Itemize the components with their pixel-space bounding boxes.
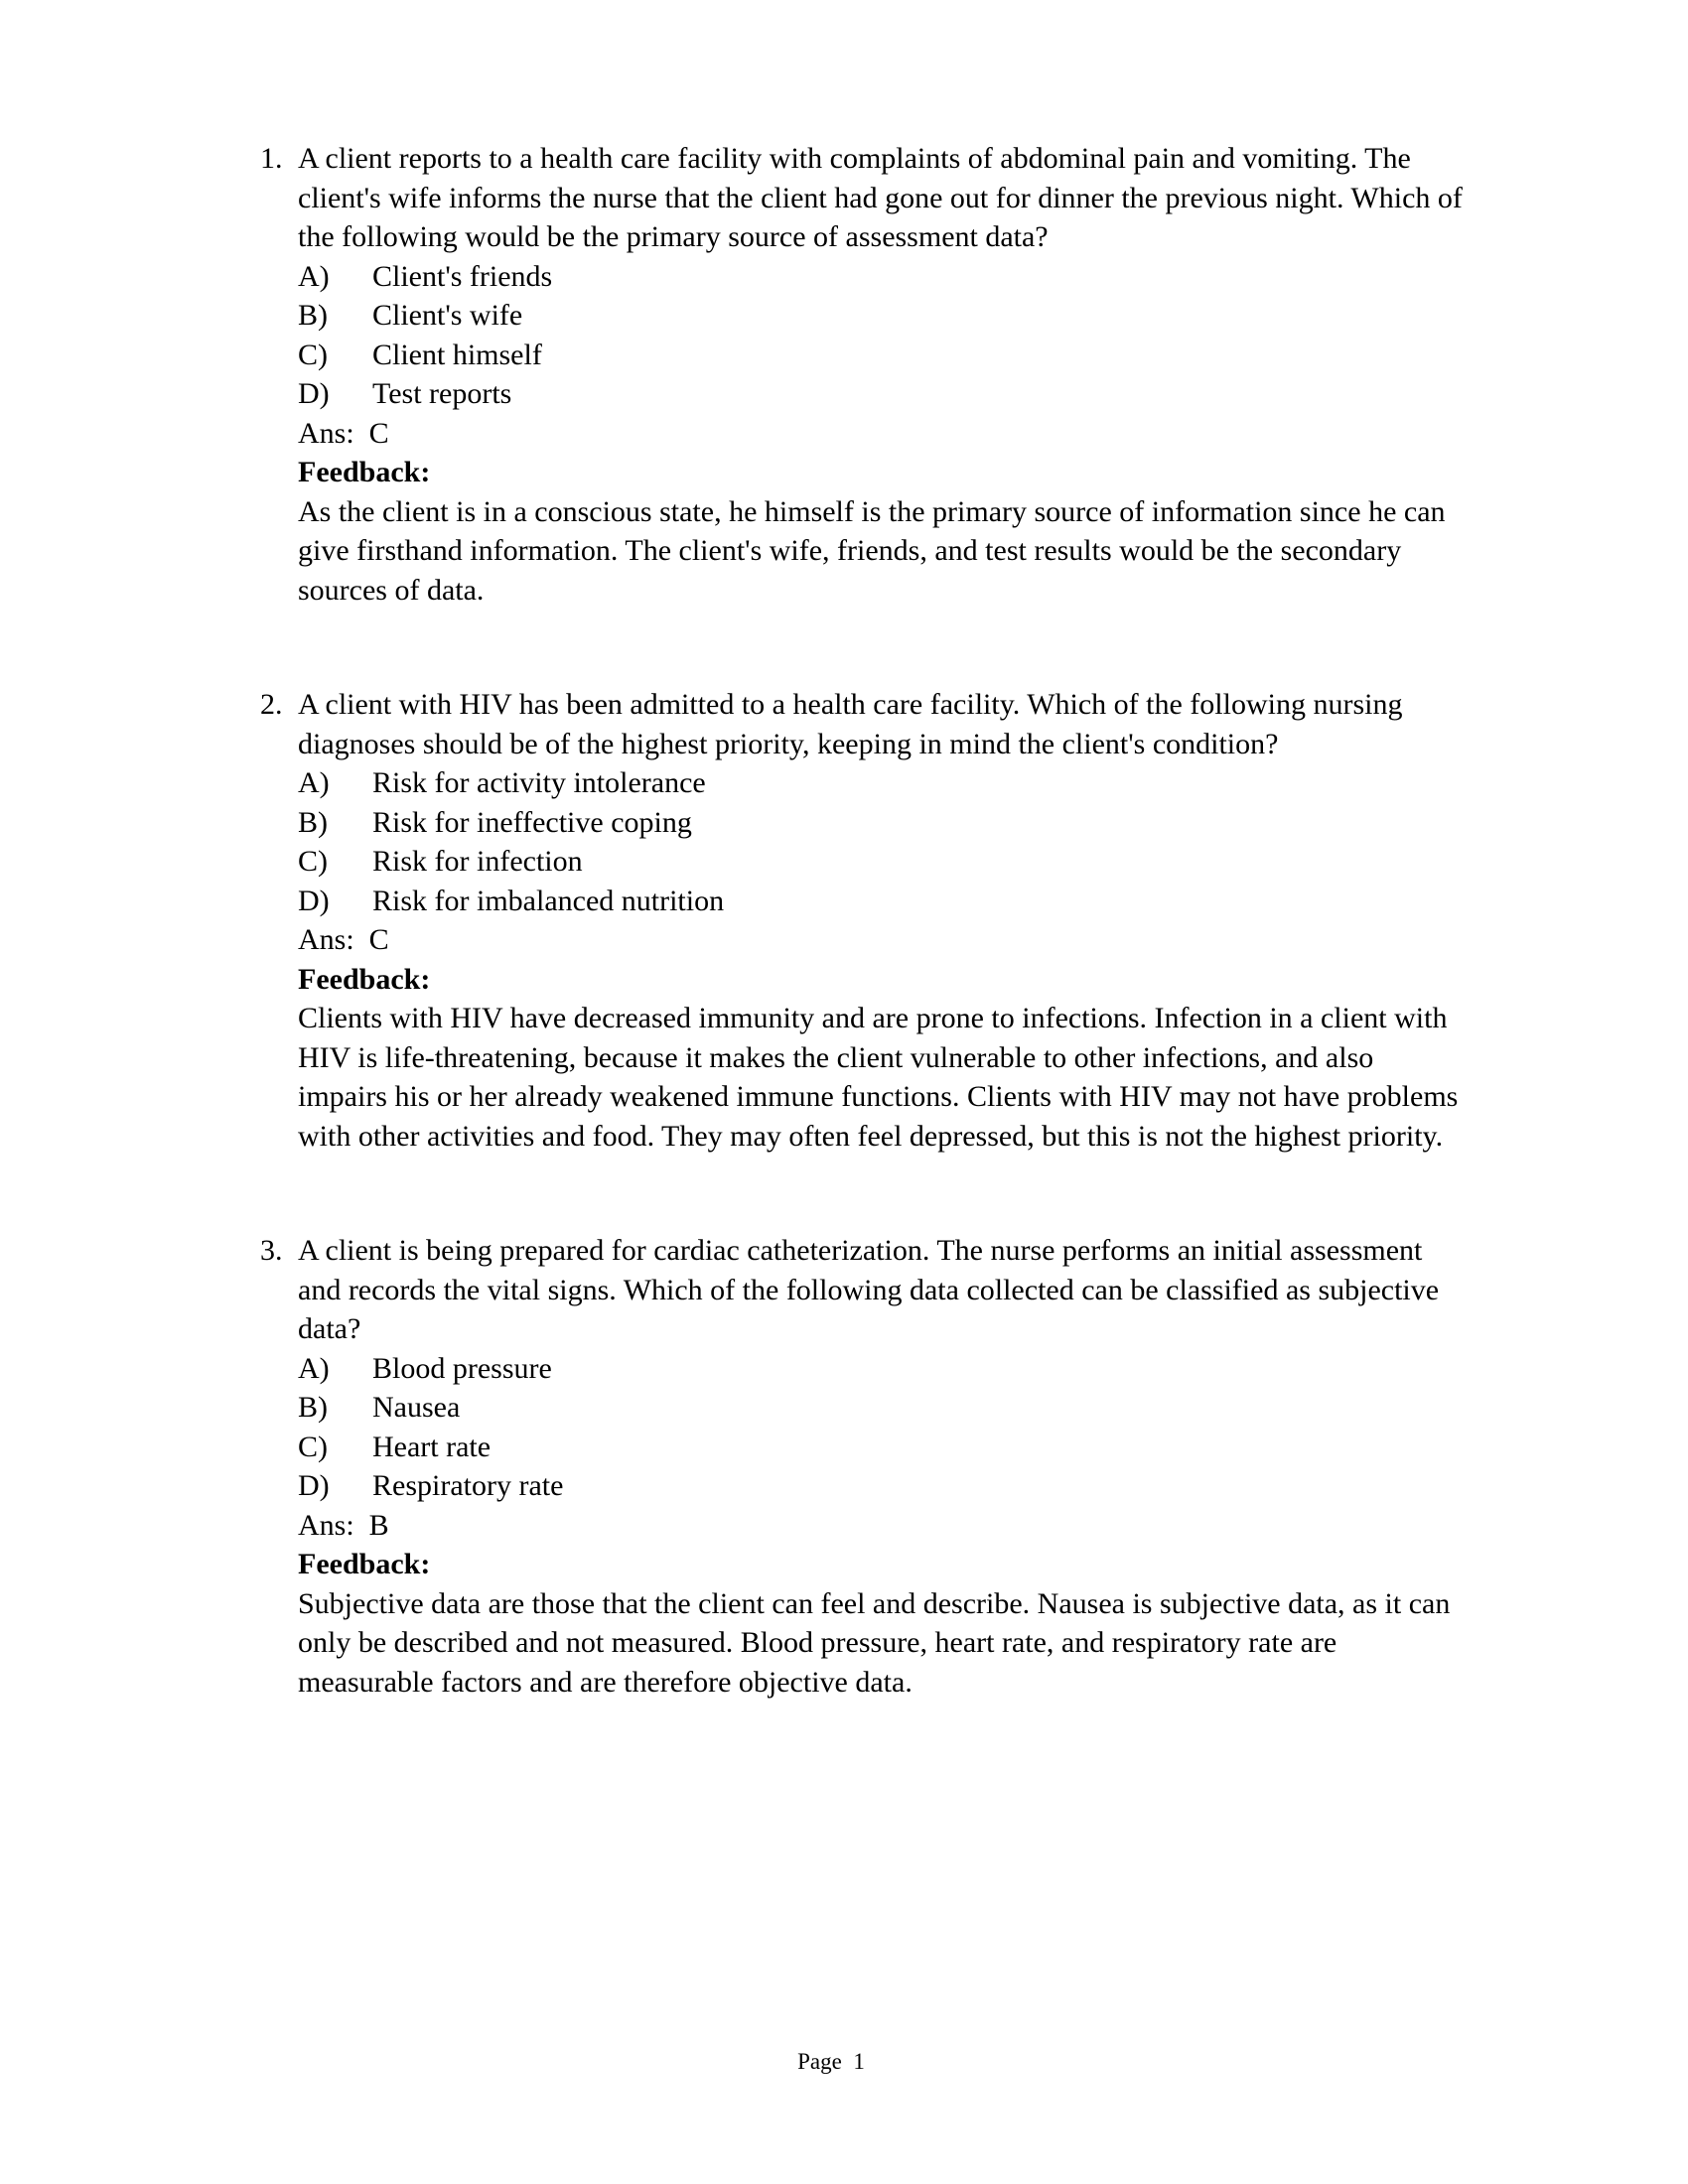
option-letter: B) bbox=[298, 805, 328, 839]
option-text: Test reports bbox=[372, 377, 512, 410]
question-number: 2. bbox=[260, 688, 283, 721]
option-text: Blood pressure bbox=[372, 1351, 552, 1385]
option-text: Client's friends bbox=[372, 259, 553, 293]
feedback-text: As the client is in a conscious state, he himself is the primary source of information since he can give firsthand information. The client's wife, friends, and test results would be the secondary sources of data. bbox=[298, 494, 1446, 607]
option-letter: D) bbox=[298, 377, 330, 410]
option-letter: A) bbox=[298, 766, 330, 799]
option-text: Heart rate bbox=[372, 1430, 492, 1463]
option-row[interactable] bbox=[298, 257, 1467, 297]
option-text: Risk for imbalanced nutrition bbox=[372, 884, 725, 917]
option-row[interactable] bbox=[298, 1466, 1467, 1506]
option-row[interactable] bbox=[298, 842, 1467, 882]
option-letter: C) bbox=[298, 338, 328, 371]
option-letter: B) bbox=[298, 1391, 328, 1424]
question-stem: A client reports to a health care facility with complaints of abdominal pain and vomiting. The client's wife informs the nurse that the client had gone out for dinner the previous night. Which of the following would be the primary source of assessment data? bbox=[298, 142, 1463, 253]
option-row[interactable] bbox=[298, 1349, 1467, 1389]
question-item bbox=[260, 685, 1467, 1156]
option-letter: D) bbox=[298, 884, 330, 917]
page-footer: Page 1 bbox=[797, 2049, 865, 2074]
question-list bbox=[260, 139, 1467, 1702]
feedback-text: Subjective data are those that the client can feel and describe. Nausea is subjective data, as it can only be described and not measured. Blood pressure, heart rate, and respiratory rate are measurable factors and are therefore objective data. bbox=[298, 1586, 1451, 1699]
option-letter: B) bbox=[298, 299, 328, 332]
question-number: 3. bbox=[260, 1234, 283, 1267]
question-body bbox=[298, 257, 1467, 611]
answer-line: Ans: C bbox=[298, 923, 389, 956]
option-text: Respiratory rate bbox=[372, 1469, 564, 1502]
option-text: Risk for infection bbox=[372, 845, 583, 878]
question-item bbox=[260, 139, 1467, 610]
question-body bbox=[298, 763, 1467, 1156]
option-text: Risk for ineffective coping bbox=[372, 805, 692, 839]
question-header bbox=[260, 685, 1467, 763]
option-text: Risk for activity intolerance bbox=[372, 766, 706, 799]
question-stem: A client with HIV has been admitted to a health care facility. Which of the following nursing diagnoses should be of the highest priority, keeping in mind the client's condition? bbox=[298, 688, 1403, 760]
feedback-heading: Feedback: bbox=[298, 1548, 431, 1580]
answer-line: Ans: C bbox=[298, 416, 389, 450]
option-row[interactable] bbox=[298, 296, 1467, 336]
question-header bbox=[260, 139, 1467, 257]
option-text: Client himself bbox=[372, 338, 542, 371]
question-body bbox=[298, 1349, 1467, 1703]
answer-line: Ans: B bbox=[298, 1508, 389, 1542]
feedback-heading: Feedback: bbox=[298, 456, 431, 488]
option-row[interactable] bbox=[298, 336, 1467, 375]
question-header bbox=[260, 1231, 1467, 1349]
option-letter: A) bbox=[298, 1351, 330, 1385]
feedback-heading: Feedback: bbox=[298, 962, 431, 996]
option-row[interactable] bbox=[298, 882, 1467, 921]
option-row[interactable] bbox=[298, 374, 1467, 414]
option-text: Client's wife bbox=[372, 299, 523, 332]
option-row[interactable] bbox=[298, 763, 1467, 803]
option-row[interactable] bbox=[298, 1388, 1467, 1428]
question-item bbox=[260, 1231, 1467, 1702]
option-text: Nausea bbox=[372, 1391, 461, 1424]
question-stem: A client is being prepared for cardiac catheterization. The nurse performs an initial assessment and records the vital signs. Which of the following data collected can be classified as subjective data? bbox=[298, 1234, 1440, 1345]
option-letter: C) bbox=[298, 1430, 328, 1463]
option-letter: D) bbox=[298, 1469, 330, 1502]
option-row[interactable] bbox=[298, 1428, 1467, 1467]
option-letter: A) bbox=[298, 259, 330, 293]
option-row[interactable] bbox=[298, 803, 1467, 843]
feedback-text: Clients with HIV have decreased immunity and are prone to infections. Infection in a client with HIV is life-threatening, because it makes the client vulnerable to other infections, and also impairs his or her already weakened immune functions. Clients with HIV may not have problems with other activities and food. They may often feel depressed, but this is not the highest priority. bbox=[298, 1002, 1459, 1153]
option-letter: C) bbox=[298, 845, 328, 878]
question-number: 1. bbox=[260, 142, 283, 175]
